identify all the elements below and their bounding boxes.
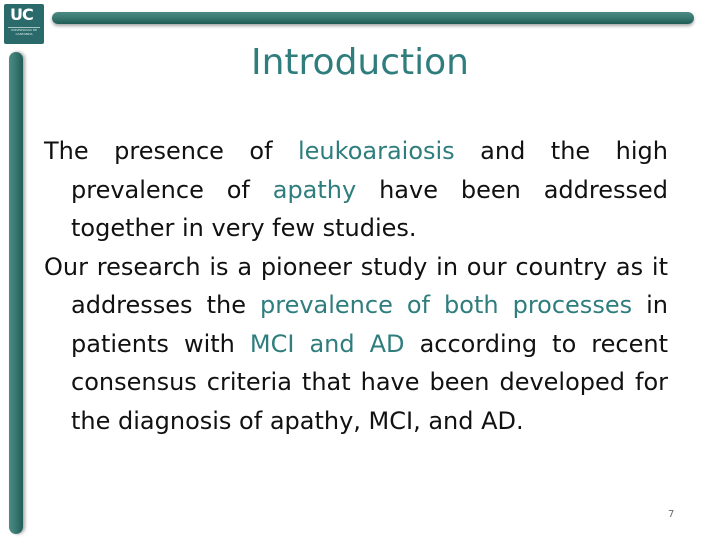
top-decorative-bar (52, 12, 694, 24)
text-run: have been addressed together in very few studies. (71, 175, 668, 242)
university-logo (4, 4, 44, 44)
slide-body (44, 132, 668, 440)
highlight-apathy: apathy (272, 175, 357, 204)
highlight-leukoaraiosis: leukoaraiosis (298, 137, 455, 165)
highlight-mci-ad: MCI and AD (249, 329, 405, 358)
paragraph-2 (44, 248, 668, 441)
left-decorative-bar (9, 52, 23, 534)
page-number: 7 (668, 509, 675, 520)
logo-text: UC (10, 5, 33, 24)
highlight-prevalence: prevalence of both processes (260, 291, 633, 319)
text-run: Our research is a pioneer study in our country as it addresses the (44, 252, 668, 319)
slide-title: Introduction (250, 42, 469, 83)
paragraph-1 (44, 132, 668, 248)
text-run: according to recent consensus criteria that have been developed for the diagnosis of apathy, MCI, and AD. (71, 329, 668, 435)
text-run: and the high prevalence of (71, 137, 669, 204)
text-run: The presence of (44, 137, 298, 165)
text-run: in patients with (71, 291, 668, 358)
logo-subtext: UNIVERSIDAD DE CANTABRIA (8, 27, 40, 40)
